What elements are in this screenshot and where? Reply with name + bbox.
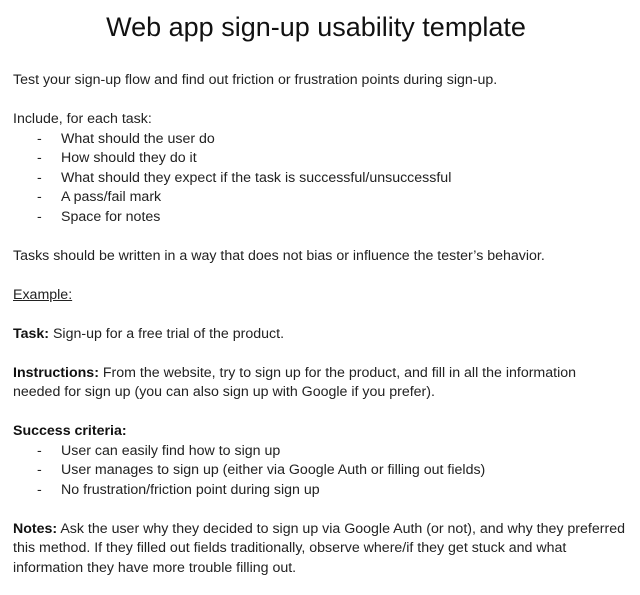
dash-bullet: - (37, 481, 42, 498)
spacer (13, 344, 625, 364)
success-criteria-list (13, 442, 625, 501)
notes-label: Notes: (13, 520, 58, 537)
list-item-text: User manages to sign up (either via Google Auth or filling out fields) (61, 462, 486, 478)
list-item-text: No frustration/friction point during sign up (61, 481, 320, 498)
list-item-text: Space for notes (61, 208, 161, 225)
success-criteria-label: Success criteria: (13, 423, 127, 439)
dash-bullet: - (37, 150, 42, 166)
intro-paragraph: Test your sign-up flow and find out friction or frustration points during sign-up. (13, 72, 498, 88)
list-item-text: What should the user do (61, 130, 215, 147)
list-item (13, 461, 625, 481)
include-list (13, 130, 625, 228)
list-item-text: How should they do it (61, 150, 197, 166)
spacer (13, 91, 625, 111)
spacer (13, 500, 625, 520)
list-item-text: What should they expect if the task is successful/unsuccessful (61, 169, 452, 186)
task-text: Sign-up for a free trial of the product. (49, 325, 285, 342)
document-page (13, 0, 625, 578)
list-item (13, 442, 625, 462)
notes-paragraph (13, 520, 625, 579)
notes-text: Ask the user why they decided to sign up via Google Auth (or not), and why they preferred this method. If they filled out fields traditionally, observe where/if they get stuck and what information they have more trouble filling out. (13, 520, 625, 576)
example-label: Example: (13, 286, 73, 303)
include-heading: Include, for each task: (13, 111, 152, 127)
dash-bullet: - (37, 442, 42, 459)
list-item (13, 188, 625, 208)
document-title: Web app sign-up usability template (106, 12, 526, 42)
task-paragraph (13, 325, 625, 345)
list-item-text: A pass/fail mark (61, 189, 162, 205)
list-item-text: User can easily find how to sign up (61, 442, 281, 459)
list-item (13, 169, 625, 189)
spacer (13, 403, 625, 423)
spacer (13, 305, 625, 325)
list-item (13, 208, 625, 228)
dash-bullet: - (37, 208, 42, 225)
bias-note: Tasks should be written in a way that does not bias or influence the tester’s behavior. (13, 247, 545, 264)
dash-bullet: - (37, 169, 42, 186)
instructions-label: Instructions: (13, 364, 99, 381)
spacer (13, 227, 625, 247)
list-item (13, 481, 625, 501)
spacer (13, 266, 625, 286)
dash-bullet: - (37, 462, 42, 478)
list-item (13, 149, 625, 169)
list-item (13, 130, 625, 150)
instructions-text: From the website, try to sign up for the product, and fill in all the information needed for sign up (you can also sign up with Google if you prefer). (13, 364, 577, 400)
dash-bullet: - (37, 130, 42, 147)
task-label: Task: (13, 325, 50, 342)
success-criteria-heading (13, 422, 625, 442)
instructions-paragraph (13, 364, 625, 403)
dash-bullet: - (37, 189, 42, 205)
